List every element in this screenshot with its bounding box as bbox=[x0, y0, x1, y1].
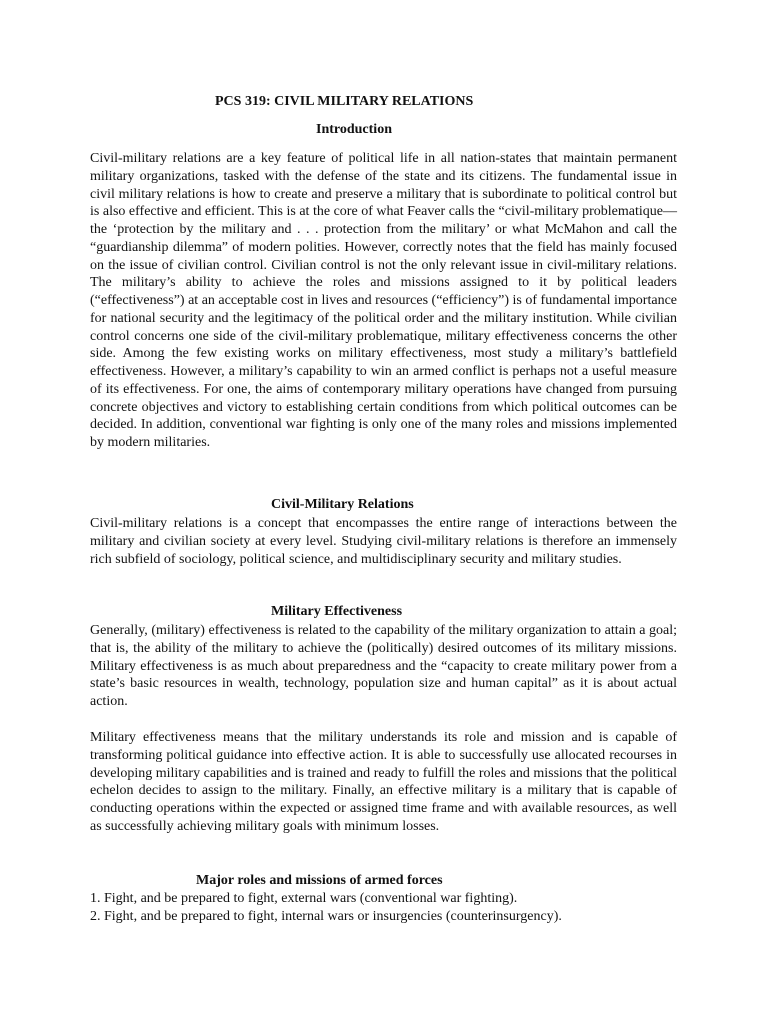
document-title: PCS 319: CIVIL MILITARY RELATIONS bbox=[215, 94, 474, 109]
list-item: 1. Fight, and be prepared to fight, external wars (conventional war fighting). bbox=[90, 891, 518, 906]
major-roles-heading: Major roles and missions of armed forces bbox=[196, 873, 443, 888]
introduction-paragraph: Civil-military relations are a key feature of political life in all nation-states that maintain permanent military organizations, tasked with the defense of the state and its citizens. The fundamental issue in civil military relations is how to create and preserve a military that is subordinate to political control but is also effective and efficient. This is at the core of what Feaver calls the “civil-military problematique—the ‘protection by the military and . . . protection from the military’ or what McMahon and call the “guardianship dilemma” of modern polities. However, correctly notes that the field has mainly focused on the issue of civilian control. Civilian control is not the only relevant issue in civil-military relations. The military’s ability to achieve the roles and missions assigned to it by political leaders (“effectiveness”) at an acceptable cost in lives and resources (“efficiency”) is of fundamental importance for national security and the legitimacy of the political order and the military institution. While civilian control concerns one side of the civil-military problematique, military effectiveness concerns the other side. Among the few existing works on military effectiveness, most study a military’s battlefield effectiveness. However, a military’s capability to win an armed conflict is perhaps not a useful measure of its effectiveness. For one, the aims of contemporary military operations have changed from pursuing concrete objectives and victory to establishing certain conditions from which political outcomes can be decided. In addition, conventional war fighting is only one of the many roles and missions implemented by modern militaries. bbox=[90, 151, 677, 450]
civil-military-relations-paragraph: Civil-military relations is a concept that encompasses the entire range of interactions between the military and civilian society at every level. Studying civil-military relations is therefore an immensely rich subfield of sociology, political science, and multidisciplinary security and military studies. bbox=[90, 516, 677, 567]
introduction-heading: Introduction bbox=[316, 122, 392, 137]
major-roles-list bbox=[90, 890, 677, 926]
military-effectiveness-paragraph-2: Military effectiveness means that the military understands its role and mission and is capable of transforming political guidance into effective action. It is able to successfully use allocated recourses in developing military capabilities and is trained and ready to fulfill the roles and missions that the political echelon decides to assign to the military. Finally, an effective military is a military that is capable of conducting operations within the expected or assigned time frame and with available resources, as well as successfully achieving military goals with minimum losses. bbox=[90, 730, 677, 834]
document-page bbox=[90, 0, 677, 1024]
list-item: 2. Fight, and be prepared to fight, internal wars or insurgencies (counterinsurgency). bbox=[90, 908, 562, 924]
civil-military-relations-heading: Civil-Military Relations bbox=[271, 497, 414, 512]
military-effectiveness-heading: Military Effectiveness bbox=[271, 604, 403, 619]
military-effectiveness-paragraph-1: Generally, (military) effectiveness is related to the capability of the military organization to attain a goal; that is, the ability of the military to achieve the (politically) desired outcomes of its military missions. Military effectiveness is as much about preparedness and the “capacity to create military power from a state’s basic resources in wealth, technology, population size and human capital” as it is about actual action. bbox=[90, 623, 677, 709]
